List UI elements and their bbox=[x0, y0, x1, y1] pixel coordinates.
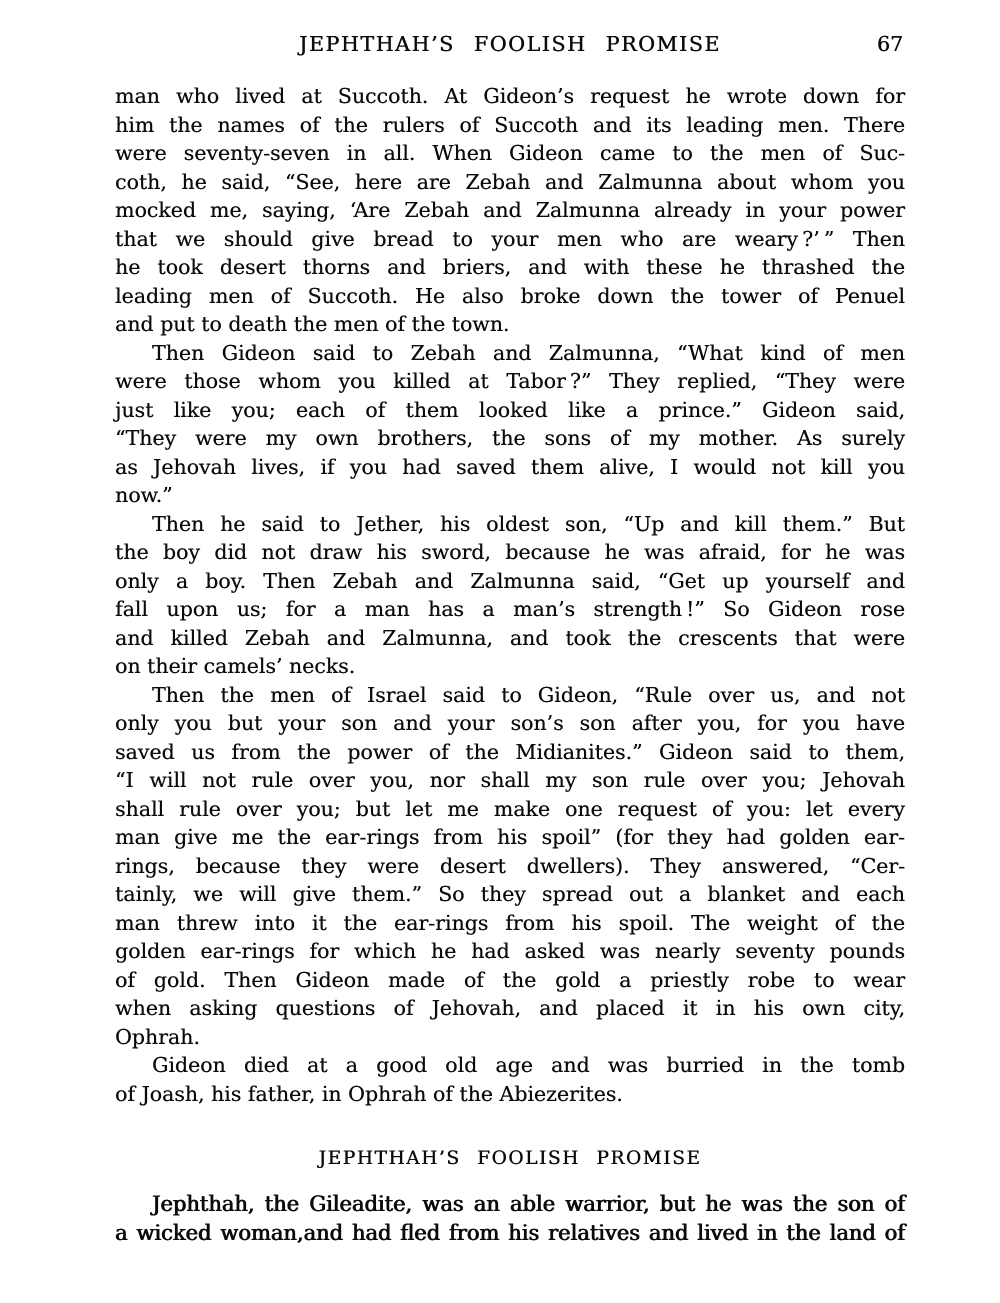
body-top-paragraphs bbox=[115, 82, 905, 1108]
text-line: just like you; each of them looked like a prince.” Gideon said, bbox=[115, 397, 905, 422]
text-line: the boy did not draw his sword, because he was afraid, for he was bbox=[115, 540, 905, 564]
running-head bbox=[115, 32, 905, 62]
text-line: Ophrah. bbox=[115, 1024, 200, 1049]
text-line: “I will not rule over you, nor shall my son rule over you; Jehovah bbox=[115, 768, 905, 792]
paragraph bbox=[115, 510, 905, 681]
text-line: on their camels’ necks. bbox=[115, 654, 356, 678]
text-line: as Jehovah lives, if you had saved them alive, I would not kill you bbox=[115, 454, 905, 479]
page-number: 67 bbox=[876, 32, 903, 56]
paragraph bbox=[115, 1051, 905, 1108]
paragraph bbox=[115, 82, 905, 339]
text-line: shall rule over you; but let me make one request of you: let every bbox=[115, 796, 905, 821]
text-line: only a boy. Then Zebah and Zalmunna said, “Get up yourself and bbox=[115, 568, 905, 593]
text-line: were those whom you killed at Tabor ?” They replied, “They were bbox=[115, 369, 905, 393]
text-line: man give me the ear-rings from his spoil” (for they had golden ear- bbox=[115, 825, 905, 849]
text-line: mocked me, saying, ‘Are Zebah and Zalmunna already in your power bbox=[115, 198, 905, 222]
text-line: of Joash, his father, in Ophrah of the Abiezerites. bbox=[115, 1081, 623, 1106]
text-line: Then Gideon said to Zebah and Zalmunna, “What kind of men bbox=[152, 340, 905, 365]
text-line: were seventy-seven in all. When Gideon came to the men of Suc- bbox=[115, 141, 905, 165]
text-line: coth, he said, “See, here are Zebah and Zalmunna about whom you bbox=[115, 169, 905, 194]
text-line: golden ear-rings for which he had asked was nearly seventy pounds bbox=[115, 939, 905, 963]
section-heading: JEPHTHAH’S FOOLISH PROMISE bbox=[318, 1148, 702, 1169]
text-line: of gold. Then Gideon made of the gold a priestly robe to wear bbox=[115, 967, 905, 992]
text-line: he took desert thorns and briers, and with these he thrashed the bbox=[115, 255, 905, 279]
text-line: Gideon died at a good old age and was burried in the tomb bbox=[152, 1053, 905, 1077]
text-line: now.” bbox=[115, 483, 173, 507]
text-line: and put to death the men of the town. bbox=[115, 312, 510, 336]
text-line: a wicked woman,and had fled from his relatives and lived in the land of bbox=[115, 1221, 905, 1245]
text-line: Then the men of Israel said to Gideon, “Rule over us, and not bbox=[152, 682, 905, 707]
text-line: Jephthah, the Gileadite, was an able warrior, but he was the son of bbox=[152, 1192, 905, 1216]
text-line: fall upon us; for a man has a man’s strength !” So Gideon rose bbox=[115, 597, 905, 621]
text-line: man who lived at Succoth. At Gideon’s request he wrote down for bbox=[115, 84, 905, 108]
text-line: man threw into it the ear-rings from his spoil. The weight of the bbox=[115, 910, 905, 935]
paragraph bbox=[115, 339, 905, 510]
page-title: JEPHTHAH’S FOOLISH PROMISE bbox=[299, 32, 721, 56]
text-line: Then he said to Jether, his oldest son, “Up and kill them.” But bbox=[152, 511, 905, 536]
text-line: only you but your son and your son’s son after you, for you have bbox=[115, 711, 905, 735]
body-closing-paragraphs bbox=[115, 1190, 905, 1248]
text-line: “They were my own brothers, the sons of my mother. As surely bbox=[115, 426, 905, 450]
text-line: saved us from the power of the Midianites.” Gideon said to them, bbox=[115, 739, 905, 764]
text-line: that we should give bread to your men who are weary ?’ ” Then bbox=[115, 226, 905, 251]
text-line: and killed Zebah and Zalmunna, and took the crescents that were bbox=[115, 625, 905, 650]
text-line: when asking questions of Jehovah, and placed it in his own city, bbox=[115, 996, 905, 1020]
page-body bbox=[115, 82, 905, 1248]
text-line: rings, because they were desert dwellers). They answered, “Cer- bbox=[115, 853, 905, 878]
text-line: leading men of Succoth. He also broke down the tower of Penuel bbox=[115, 283, 905, 308]
paragraph bbox=[115, 1190, 905, 1248]
paragraph bbox=[115, 681, 905, 1052]
text-line: him the names of the rulers of Succoth and its leading men. There bbox=[115, 112, 905, 137]
text-line: tainly, we will give them.” So they spread out a blanket and each bbox=[115, 882, 905, 906]
